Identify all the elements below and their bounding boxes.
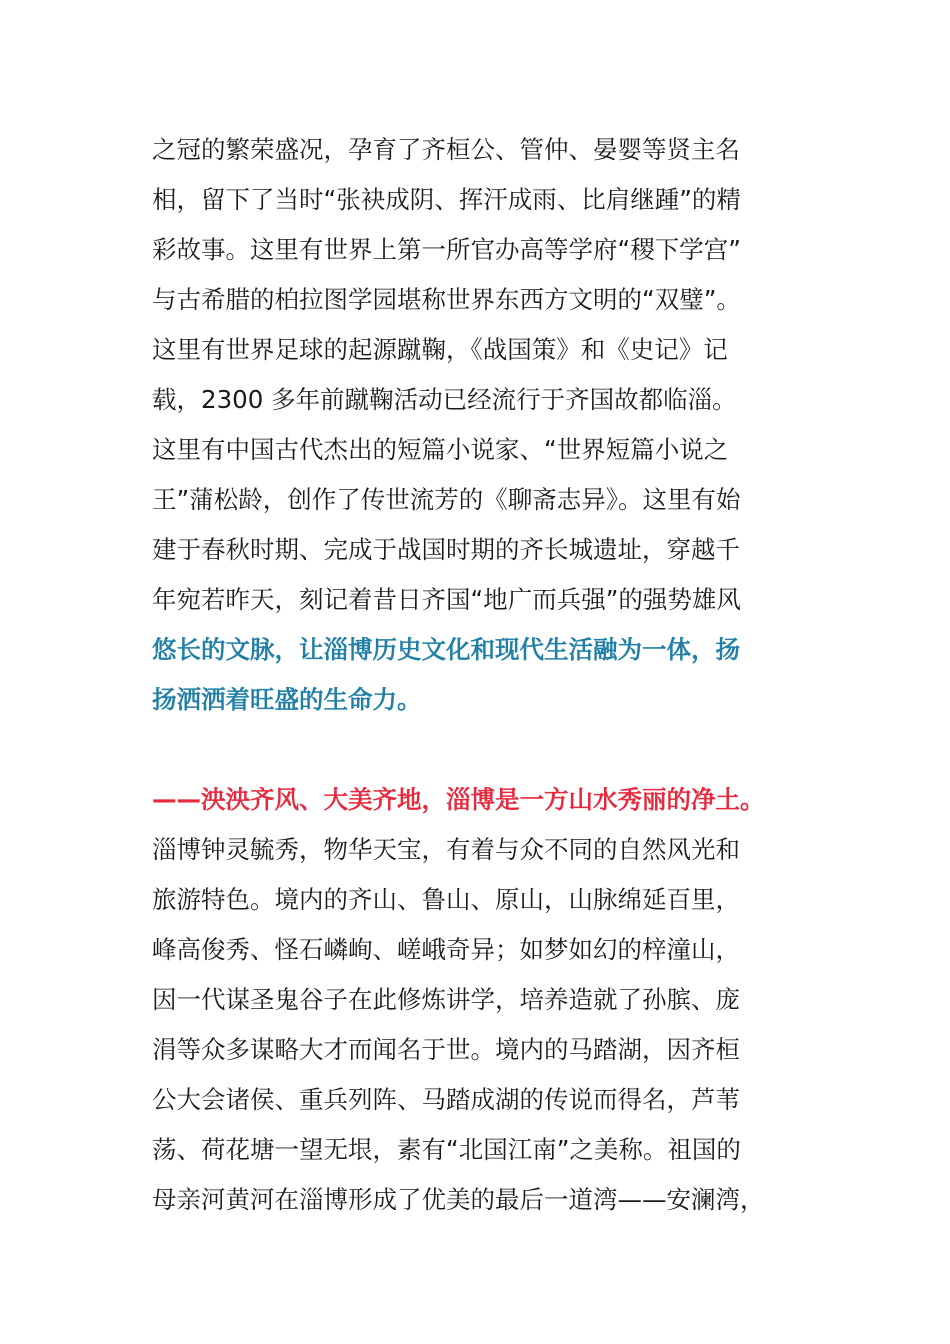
paragraph-2-line-4: 因一代谋圣鬼谷子在此修炼讲学，培养造就了孙膑、庞 (152, 985, 740, 1014)
paragraph-1-line-7: 这里有中国古代杰出的短篇小说家、“世界短篇小说之 (152, 435, 729, 464)
paragraph-1-line-10: 年宛若昨天，刻记着昔日齐国“地广而兵强”的强势雄风 (152, 585, 741, 614)
paragraph-1-line-9: 建于春秋时期、完成于战国时期的齐长城遗址，穿越千 (152, 535, 740, 564)
paragraph-1-line-8: 王”蒲松龄，创作了传世流芳的《聊斋志异》。这里有始 (152, 485, 741, 514)
paragraph-2-line-2: 旅游特色。境内的齐山、鲁山、原山，山脉绵延百里， (152, 885, 740, 914)
paragraph-1-line-4: 与古希腊的柏拉图学园堪称世界东西方文明的“双璧”。 (152, 285, 741, 314)
highlight-line-1: 悠长的文脉，让淄博历史文化和现代生活融为一体，扬 (152, 635, 740, 664)
paragraph-1-line-5: 这里有世界足球的起源蹴鞠，《战国策》和《史记》记 (152, 335, 728, 364)
paragraph-1-line-2: 相，留下了当时“张袂成阴、挥汗成雨、比肩继踵”的精 (152, 185, 741, 214)
section-heading: ——泱泱齐风、大美齐地，淄博是一方山水秀丽的净土。 (152, 785, 765, 814)
paragraph-2-line-5: 涓等众多谋略大才而闻名于世。境内的马踏湖，因齐桓 (152, 1035, 740, 1064)
paragraph-1-line-3: 彩故事。这里有世界上第一所官办高等学府“稷下学宫” (152, 235, 741, 264)
paragraph-2-line-3: 峰高俊秀、怪石嶙峋、嵯峨奇异；如梦如幻的梓潼山， (152, 935, 740, 964)
paragraph-1-line-6: 载，2300 多年前蹴鞠活动已经流行于齐国故都临淄。 (152, 385, 737, 414)
paragraph-2-line-7: 荡、荷花塘一望无垠，素有“北国江南”之美称。祖国的 (152, 1135, 741, 1164)
paragraph-2-line-1: 淄博钟灵毓秀，物华天宝，有着与众不同的自然风光和 (152, 835, 740, 864)
paragraph-2-line-6: 公大会诸侯、重兵列阵、马踏成湖的传说而得名，芦苇 (152, 1085, 740, 1114)
paragraph-1-line-1: 之冠的繁荣盛况，孕育了齐桓公、管仲、晏婴等贤主名 (152, 135, 740, 164)
paragraph-2-line-8: 母亲河黄河在淄博形成了优美的最后一道湾——安澜湾， (152, 1185, 765, 1214)
highlight-line-2: 扬洒洒着旺盛的生命力。 (152, 685, 422, 714)
